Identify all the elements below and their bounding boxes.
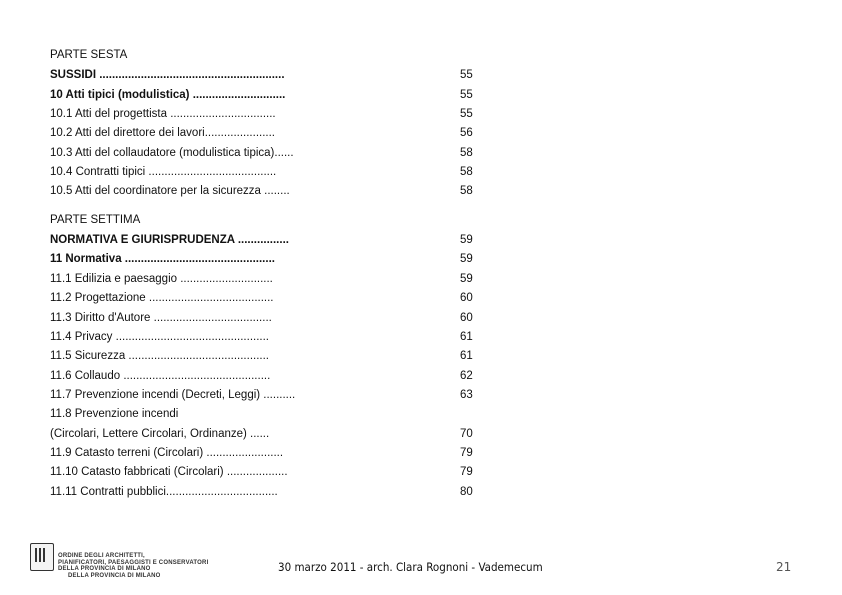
toc-row (50, 387, 480, 403)
toc-page: 63 (460, 389, 473, 401)
toc-row (50, 426, 480, 442)
toc-entry: 10.1 Atti del progettista ................................. (50, 108, 276, 120)
page-number: 21 (776, 560, 792, 574)
toc-entry: 11.1 Edilizia e paesaggio ............................. (50, 273, 273, 285)
toc-entry: 11.2 Progettazione ....................................... (50, 292, 274, 304)
logo-line: ORDINE DEGLI ARCHITETTI, (58, 553, 145, 559)
toc-row (50, 368, 480, 384)
toc-row (50, 310, 480, 326)
toc-entry: 11.9 Catasto terreni (Circolari) ........................ (50, 447, 284, 459)
toc-page: 58 (460, 166, 473, 178)
toc-page: 55 (460, 89, 473, 101)
logo-text (58, 553, 208, 579)
toc-entry: 10.5 Atti del coordinatore per la sicurezza ........ (50, 185, 290, 197)
toc-page: 56 (460, 127, 473, 139)
toc-row (50, 329, 480, 345)
toc-row (50, 164, 480, 180)
toc-entry: (Circolari, Lettere Circolari, Ordinanze) ...... (50, 428, 270, 440)
toc-page: 59 (460, 253, 473, 265)
toc-row (50, 145, 480, 161)
toc-row (50, 406, 480, 422)
toc-row (50, 251, 480, 267)
logo-line: DELLA PROVINCIA DI MILANO (68, 572, 161, 579)
toc-page: 59 (460, 273, 473, 285)
toc-row (50, 348, 480, 364)
toc-row (50, 445, 480, 461)
architects-emblem-icon (30, 543, 54, 571)
toc-page: 61 (460, 350, 473, 362)
logo-line: PIANIFICATORI, PAESAGGISTI E CONSERVATORI (58, 559, 209, 566)
toc-page: 61 (460, 331, 473, 343)
section7-heading: PARTE SETTIMA (50, 214, 141, 226)
toc-page: 59 (460, 234, 473, 246)
order-logo (30, 543, 250, 585)
toc-entry: 11.5 Sicurezza ............................................ (50, 350, 269, 362)
toc-entry: 11 Normativa ............................................... (50, 253, 275, 265)
toc-page: 70 (460, 428, 473, 440)
logo-line: DELLA PROVINCIA DI MILANO (58, 566, 151, 572)
toc-row (50, 271, 480, 287)
toc-entry: 11.10 Catasto fabbricati (Circolari) ................... (50, 466, 288, 478)
toc-page: 55 (460, 69, 473, 81)
toc-entry: NORMATIVA E GIURISPRUDENZA ................ (50, 234, 289, 246)
toc-page: 55 (460, 108, 473, 120)
toc-page: 79 (460, 466, 473, 478)
toc-entry: 10.4 Contratti tipici ........................................ (50, 166, 277, 178)
toc-row (50, 290, 480, 306)
toc-entry: 10.3 Atti del collaudatore (modulistica tipica)...... (50, 147, 294, 159)
toc-entry: 11.8 Prevenzione incendi (50, 408, 179, 420)
toc-row (50, 125, 480, 141)
toc-page: 79 (460, 447, 473, 459)
toc-page: 62 (460, 370, 473, 382)
toc-page: 60 (460, 312, 473, 324)
toc-row (50, 87, 480, 103)
toc-page: 60 (460, 292, 473, 304)
toc-row (50, 183, 480, 199)
toc-entry: 11.6 Collaudo .............................................. (50, 370, 271, 382)
toc-row (50, 67, 480, 83)
toc-entry: 10.2 Atti del direttore dei lavori...................... (50, 127, 275, 139)
toc-entry: 11.3 Diritto d'Autore ..................................... (50, 312, 272, 324)
section6-heading: PARTE SESTA (50, 49, 128, 61)
footer-text: 30 marzo 2011 - arch. Clara Rognoni - Vademecum (278, 560, 543, 574)
toc-page: 58 (460, 147, 473, 159)
toc-row (50, 106, 480, 122)
toc-entry: 10 Atti tipici (modulistica) ............................. (50, 89, 286, 101)
toc-page: 80 (460, 486, 473, 498)
toc-page: 58 (460, 185, 473, 197)
toc-row (50, 464, 480, 480)
toc-entry: 11.7 Prevenzione incendi (Decreti, Leggi) .......... (50, 389, 296, 401)
toc-entry: SUSSIDI .......................................................... (50, 69, 285, 81)
toc-entry: 11.4 Privacy ................................................ (50, 331, 269, 343)
toc-row (50, 232, 480, 248)
toc-row (50, 484, 480, 500)
toc-entry: 11.11 Contratti pubblici................................... (50, 486, 278, 498)
